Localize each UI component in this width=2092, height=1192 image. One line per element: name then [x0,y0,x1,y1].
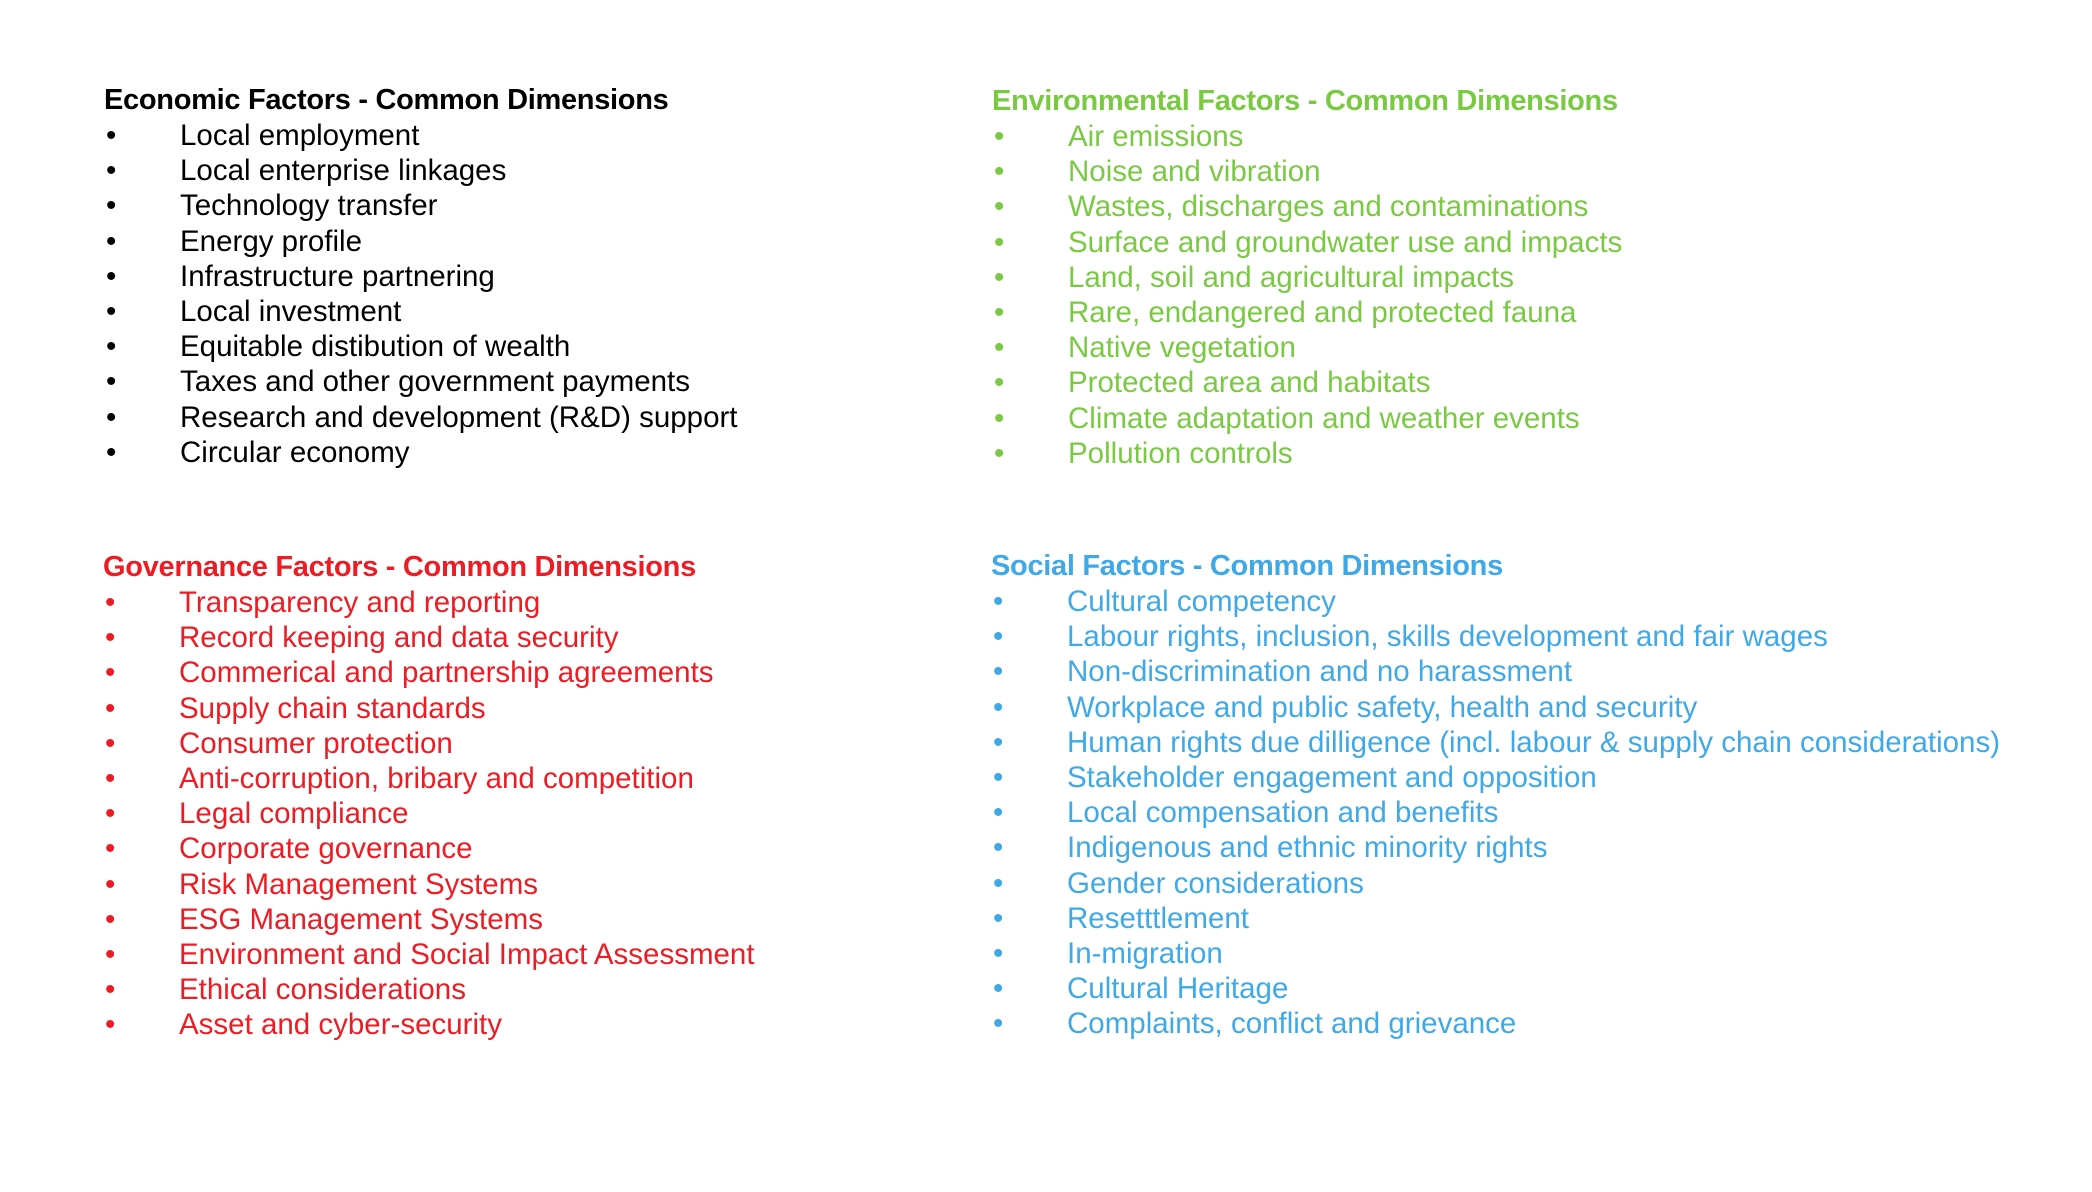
bullet-icon: • [993,937,1004,971]
bullet-icon: • [105,973,116,1007]
environmental-list-item [992,330,1622,365]
list-item-text: Cultural competency [1067,585,1336,618]
environmental-list-item [992,295,1622,330]
governance-list-item [103,691,755,726]
bullet-icon: • [106,189,117,223]
list-item-text: Rare, endangered and protected fauna [1068,296,1577,330]
list-item-text: Supply chain standards [179,691,486,725]
list-item-text: Legal compliance [179,797,409,831]
list-item-text: Transparency and reporting [179,586,541,619]
bullet-icon: • [994,190,1005,224]
environmental-factors-section [992,84,1622,471]
economic-list-item [104,435,738,470]
economic-list-item [104,224,738,259]
list-item-text: Anti-corruption, bribary and competition [179,762,694,796]
list-item-text: Gender considerations [1067,866,1364,900]
bullet-icon: • [106,400,117,434]
social-list-item [991,901,2000,936]
list-item-text: Land, soil and agricultural impacts [1068,260,1515,294]
governance-list-item [103,620,755,655]
list-item-text: Human rights due dilligence (incl. labour & supply chain considerations) [1067,725,2001,759]
economic-list-item [104,259,738,294]
bullet-icon: • [106,119,117,152]
list-item-text: Complaints, conflict and grievance [1067,1007,1517,1041]
bullet-icon: • [105,656,116,690]
social-list-item [991,971,2000,1006]
list-item-text: Noise and vibration [1068,155,1321,189]
list-item-text: Local investment [180,295,402,329]
bullet-icon: • [993,1007,1004,1041]
social-list-item [991,830,2000,865]
environmental-list-item [992,365,1622,400]
bullet-icon: • [993,901,1004,935]
list-item-text: Workplace and public safety, health and security [1067,690,1698,724]
governance-list-item [103,1007,755,1042]
bullet-icon: • [994,155,1005,189]
governance-list-item [103,831,755,866]
social-factors-section [991,549,2000,1042]
economic-factors-section [104,83,738,470]
list-item-text: Non-discrimination and no harassment [1067,655,1573,689]
bullet-icon: • [105,797,116,831]
bullet-icon: • [993,585,1004,618]
list-item-text: Taxes and other government payments [180,365,690,399]
bullet-icon: • [106,435,117,469]
social-list-item [991,795,2000,830]
list-item-text: Native vegetation [1068,331,1296,365]
bullet-icon: • [994,436,1005,470]
bullet-icon: • [994,260,1005,294]
environmental-factors-list [992,119,1622,471]
governance-list-item [103,972,755,1007]
bullet-icon: • [106,330,117,364]
list-item-text: Circular economy [180,435,410,469]
list-item-text: Record keeping and data security [179,621,619,655]
list-item-text: Ethical considerations [179,973,466,1007]
economic-list-item [104,400,738,435]
list-item-text: In-migration [1067,937,1223,971]
environmental-list-item [992,225,1622,260]
environmental-list-item [992,189,1622,224]
list-item-text: Asset and cyber-security [179,1008,502,1042]
list-item-text: Local employment [180,119,420,152]
list-item-text: Protected area and habitats [1068,366,1431,400]
list-item-text: Pollution controls [1068,436,1293,470]
bullet-icon: • [993,690,1004,724]
list-item-text: Surface and groundwater use and impacts [1068,225,1623,259]
bullet-icon: • [993,725,1004,759]
list-item-text: Climate adaptation and weather events [1068,401,1580,435]
environmental-list-item [992,119,1622,154]
list-item-text: Local enterprise linkages [180,154,507,188]
bullet-icon: • [105,832,116,866]
list-item-text: Resetttlement [1067,901,1249,935]
social-list-item [991,654,2000,689]
bullet-icon: • [105,586,116,619]
bullet-icon: • [994,331,1005,365]
governance-factors-section [103,550,755,1043]
environmental-list-item [992,260,1622,295]
bullet-icon: • [993,972,1004,1006]
bullet-icon: • [105,691,116,725]
list-item-text: Commerical and partnership agreements [179,656,714,690]
bullet-icon: • [993,831,1004,865]
governance-list-item [103,902,755,937]
environmental-list-item [992,401,1622,436]
social-list-item [991,584,2000,619]
economic-factors-title: Economic Factors - Common Dimensions [104,84,669,116]
economic-list-item [104,153,738,188]
list-item-text: Research and development (R&D) support [180,400,738,434]
governance-list-item [103,796,755,831]
list-item-text: ESG Management Systems [179,902,543,936]
social-list-item [991,866,2000,901]
list-item-text: Labour rights, inclusion, skills development and fair wages [1067,620,1828,654]
list-item-text: Cultural Heritage [1067,972,1289,1006]
bullet-icon: • [105,726,116,760]
bullet-icon: • [106,154,117,188]
bullet-icon: • [994,120,1005,153]
governance-list-item [103,585,755,620]
bullet-icon: • [106,224,117,258]
governance-factors-title: Governance Factors - Common Dimensions [103,551,696,583]
economic-list-item [104,118,738,153]
governance-list-item [103,761,755,796]
list-item-text: Corporate governance [179,832,473,866]
list-item-text: Infrastructure partnering [180,259,495,293]
environmental-factors-title: Environmental Factors - Common Dimensions [992,85,1618,117]
governance-list-item [103,867,755,902]
bullet-icon: • [994,296,1005,330]
social-factors-list [991,584,2000,1042]
list-item-text: Air emissions [1068,120,1244,153]
economic-list-item [104,294,738,329]
bullet-icon: • [106,259,117,293]
bullet-icon: • [105,938,116,972]
bullet-icon: • [994,401,1005,435]
bullet-icon: • [106,365,117,399]
list-item-text: Local compensation and benefits [1067,796,1499,830]
bullet-icon: • [993,620,1004,654]
bullet-icon: • [105,902,116,936]
bullet-icon: • [993,655,1004,689]
list-item-text: Stakeholder engagement and opposition [1067,761,1597,795]
social-list-item [991,725,2000,760]
governance-list-item [103,655,755,690]
list-item-text: Technology transfer [180,189,438,223]
governance-list-item [103,937,755,972]
bullet-icon: • [994,225,1005,259]
list-item-text: Wastes, discharges and contaminations [1068,190,1589,224]
environmental-list-item [992,154,1622,189]
economic-list-item [104,329,738,364]
social-list-item [991,760,2000,795]
list-item-text: Energy profile [180,224,363,258]
list-item-text: Risk Management Systems [179,867,539,901]
economic-factors-list [104,118,738,470]
environmental-list-item [992,436,1622,471]
social-list-item [991,690,2000,725]
economic-list-item [104,364,738,399]
bullet-icon: • [105,1008,116,1042]
bullet-icon: • [106,295,117,329]
bullet-icon: • [994,366,1005,400]
bullet-icon: • [993,866,1004,900]
social-list-item [991,1006,2000,1041]
bullet-icon: • [105,621,116,655]
bullet-icon: • [993,761,1004,795]
bullet-icon: • [993,796,1004,830]
social-list-item [991,619,2000,654]
social-factors-title: Social Factors - Common Dimensions [991,550,1503,582]
list-item-text: Equitable distibution of wealth [180,330,571,364]
bullet-icon: • [105,762,116,796]
governance-list-item [103,726,755,761]
bullet-icon: • [105,867,116,901]
list-item-text: Environment and Social Impact Assessment [179,938,755,972]
governance-factors-list [103,585,755,1043]
list-item-text: Indigenous and ethnic minority rights [1067,831,1548,865]
list-item-text: Consumer protection [179,726,453,760]
economic-list-item [104,188,738,223]
social-list-item [991,936,2000,971]
